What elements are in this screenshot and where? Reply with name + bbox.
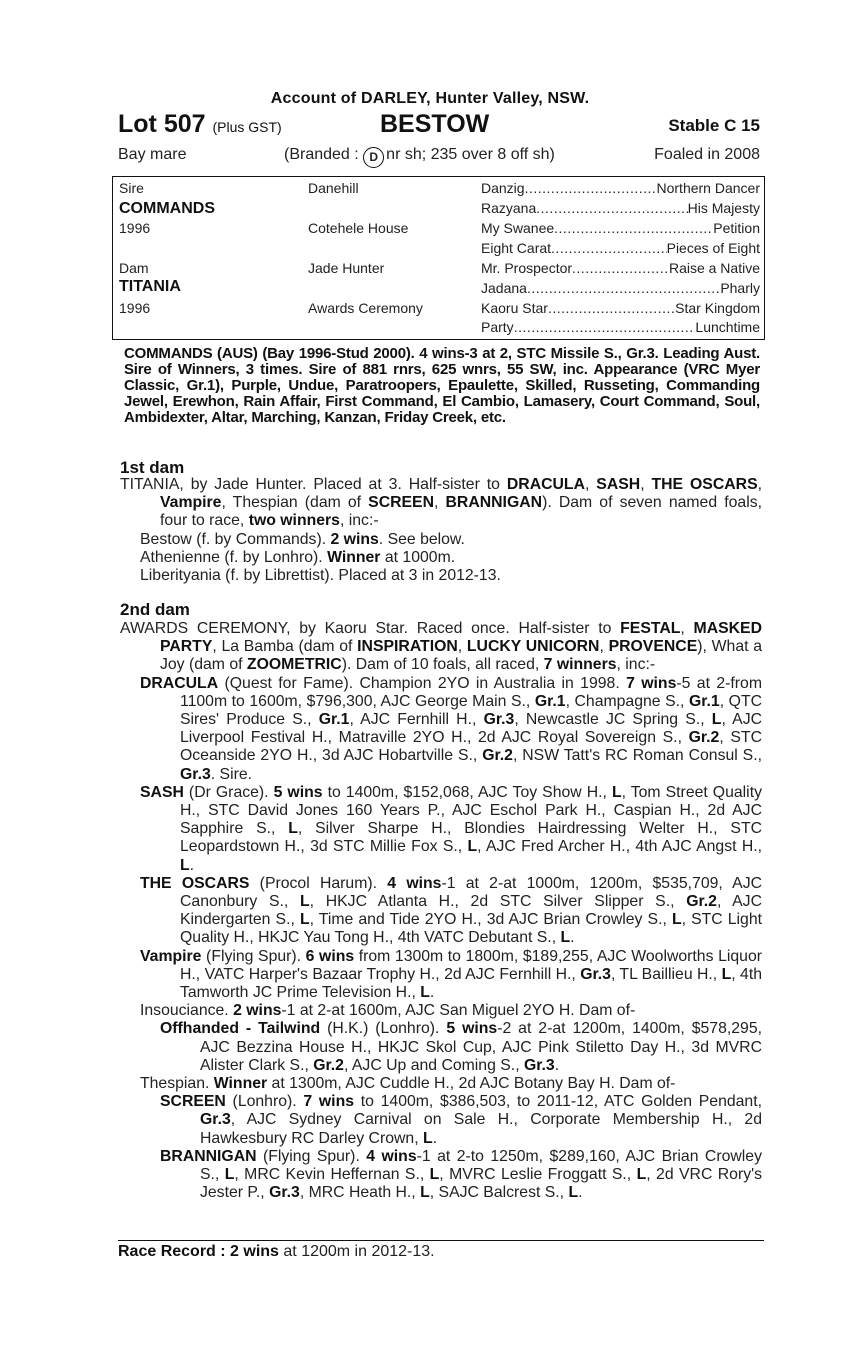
plus-gst-note: (Plus GST) [212,119,282,135]
progeny-entry-thespian: Thespian. Winner at 1300m, AJC Cuddle H., 2d AJC Botany Bay H. Dam of- [140,1075,676,1093]
race-record [118,1240,764,1261]
horse-name: BESTOW [380,110,490,138]
dam-label: Dam [119,260,149,276]
sex-colour: Bay mare [118,146,187,163]
grandprogeny-entry-screen: SCREEN (Lonhro). 7 wins to 1400m, $386,503, to 2011-12, ATC Golden Pendant, Gr.3, AJC Sydney Carnival on Sale H., Corporate Membership H., 2d Hawkesbury RC Darley Crown, L. [160,1093,762,1147]
dam-name: TITANIA [119,278,181,295]
gen3-row: Party ..... Lunchtime [481,319,760,335]
first-dam-section [120,476,762,585]
sire-dam: Cotehele House [308,220,409,236]
dam-sire: Jade Hunter [308,260,385,276]
race-record-label: Race Record : 2 wins [118,1243,279,1260]
sire-name: COMMANDS [119,200,215,217]
progeny-entry-the-oscars: THE OSCARS (Procol Harum). 4 wins-1 at 2-at 1000m, 1200m, $535,709, AJC Canonbury S., L, HKJC Atlanta H., 2d STC Silver Slipper S., Gr.2, AJC Kindergarten S., L, Time and Tide 2YO H., 3d AJC Brian Crowley S., L, STC Light Quality H., HKJC Yau Tong H., 4th VATC Debutant S., L. [140,874,762,947]
first-dam-paragraph: TITANIA, by Jade Hunter. Placed at 3. Half-sister to DRACULA, SASH, THE OSCARS, Vampire, Thespian (dam of SCREEN, BRANNIGAN). Dam of seven named foals, four to race, two winners, inc:- [120,476,762,530]
progeny-entry-sash: SASH (Dr Grace). 5 wins to 1400m, $152,068, AJC Toy Show H., L, Tom Street Quality H., STC David Jones 160 Years P., AJC Eschol Park H., Caspian H., 2d AJC Sapphire S., L, Silver Sharpe H., Blondies Hairdressing Welter H., STC Leopardstown H., 3d STC Millie Fox S., L, AJC Fred Archer H., 4th AJC Angst H., L. [140,783,763,874]
sire-label: Sire [119,180,144,196]
lot-header [118,110,760,142]
vendor-account: Account of DARLEY, Hunter Valley, NSW. [270,90,590,107]
sire-sire: Danehill [308,180,359,196]
gen3-row: Jadana ..... Pharly [481,280,760,296]
horse-details [118,146,760,168]
gen3-row: Danzig ..... Northern Dancer [481,180,760,196]
progeny-entry-vampire: Vampire (Flying Spur). 6 wins from 1300m to 1800m, $189,255, AJC Woolworths Liquor H., VATC Harper's Bazaar Trophy H., 2d AJC Fernhill H., Gr.3, TL Baillieu H., L, 4th Tamworth JC Prime Television H., L. [140,947,762,1002]
gen3-row: Mr. Prospector ..... Raise a Native [481,260,760,276]
second-dam-section [120,620,762,1203]
lot-number: Lot 507 (Plus GST) [118,110,282,138]
pedigree-table [112,176,765,340]
stable-location: Stable C 15 [668,116,760,135]
progeny-entry-insouciance: Insouciance. 2 wins-1 at 2-at 1600m, AJC San Miguel 2YO H. Dam of- [140,1002,636,1020]
foal-entry: Liberityania (f. by Librettist). Placed at 3 in 2012-13. [140,567,501,585]
brand-circle-icon: D [363,147,384,168]
second-dam-paragraph: AWARDS CEREMONY, by Kaoru Star. Raced once. Half-sister to FESTAL, MASKED PARTY, La Bamba (dam of INSPIRATION, LUCKY UNICORN, PROVENCE), What a Joy (dam of ZOOMETRIC). Dam of 10 foals, all raced, 7 winners, inc:- [120,620,762,674]
gen3-row: Razyana ..... His Majesty [481,200,760,216]
foal-entry: Athenienne (f. by Lonhro). Winner at 1000m. [140,548,456,566]
foaled-year: Foaled in 2008 [654,146,760,163]
second-dam-heading: 2nd dam [120,600,190,619]
progeny-entry-dracula: DRACULA (Quest for Fame). Champion 2YO in Australia in 1998. 7 wins-5 at 2-from 1100m to 1600m, $796,300, AJC George Main S., Gr.1, Champagne S., Gr.1, QTC Sires' Produce S., Gr.1, AJC Fernhill H., Gr.3, Newcastle JC Spring S., L, AJC Liverpool Festival H., Matraville 2YO H., 2d AJC Royal Sovereign S., Gr.2, STC Oceanside 2YO H., 3d AJC Hobartville S., Gr.2, NSW Tatt's RC Roman Consul S., Gr.3. Sire. [140,674,763,783]
gen3-row: Eight Carat ..... Pieces of Eight [481,240,760,256]
dam-year: 1996 [119,300,151,316]
foal-entry: Bestow (f. by Commands). 2 wins. See below. [140,530,465,548]
dam-dam: Awards Ceremony [308,300,423,316]
race-record-detail: at 1200m in 2012-13. [278,1243,435,1260]
sire-summary: COMMANDS (AUS) (Bay 1996-Stud 2000). 4 wins-3 at 2, STC Missile S., Gr.3. Leading Aust. Sire of Winners, 3 times. Sire of 881 rnrs, 625 wnrs, 55 SW, inc. Appearance (VRC Myer Classic, Gr.1), Purple, Undue, Paratroopers, Epaulette, Skilled, Russeting, Commanding Jewel, Erewhon, Rain Affair, First Command, El Cambio, Lamasery, Court Command, Soul, Ambidexter, Altar, Marching, Kanzan, Friday Creek, etc. [124,345,760,426]
first-dam-heading: 1st dam [120,458,185,477]
grandprogeny-entry-offhanded: Offhanded - Tailwind (H.K.) (Lonhro). 5 wins-2 at 2-at 1200m, 1400m, $578,295, AJC Bezzina House H., HKJC Skol Cup, AJC Pink Stiletto Day H., 3d MVRC Alister Clark S., Gr.2, AJC Up and Coming S., Gr.3. [160,1020,763,1074]
gen3-row: Kaoru Star ..... Star Kingdom [481,300,760,316]
sire-year: 1996 [119,220,151,236]
gen3-row: My Swanee ..... Petition [481,220,760,236]
grandprogeny-entry-brannigan: BRANNIGAN (Flying Spur). 4 wins-1 at 2-to 1250m, $289,160, AJC Brian Crowley S., L, MRC Kevin Heffernan S., L, MVRC Leslie Froggatt S., L, 2d VRC Rory's Jester P., Gr.3, MRC Heath H., L, SAJC Balcrest S., L. [160,1147,763,1202]
brand-info: (Branded : D nr sh; 235 over 8 off sh) [284,146,555,168]
